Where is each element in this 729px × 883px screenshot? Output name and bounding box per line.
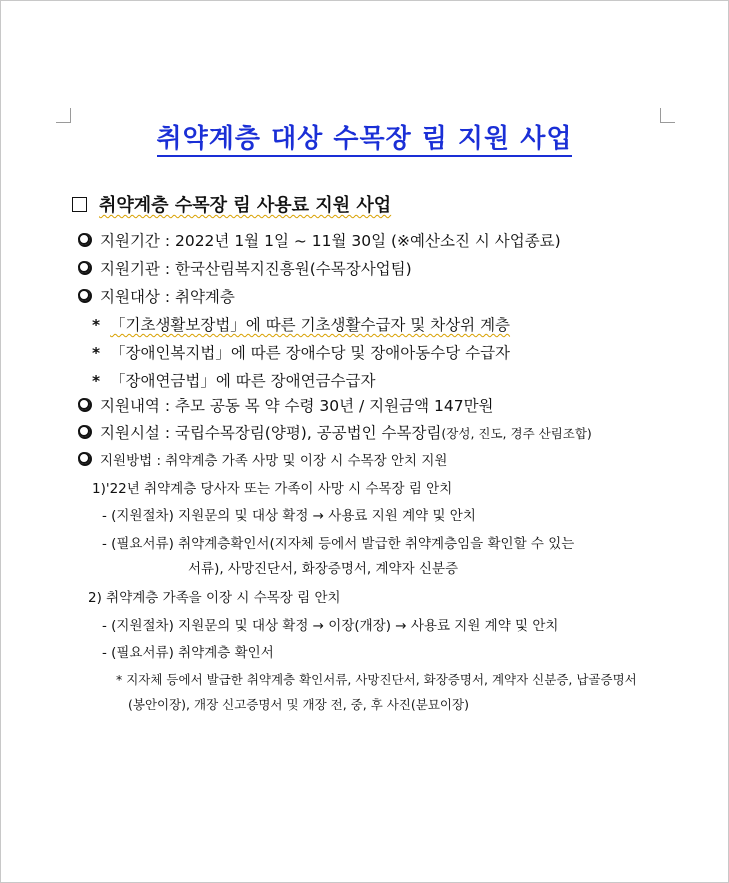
case-2-documents: - (필요서류) 취약계층 확인서 (102, 645, 274, 661)
checkbox-icon (72, 197, 87, 212)
case-1-procedure: - (지원절차) 지원문의 및 대상 확정 → 사용료 지원 계약 및 안치 (102, 508, 476, 524)
case-2-procedure: - (지원절차) 지원문의 및 대상 확정 → 이장(개장) → 사용료 지원 계약 및 안치 (102, 618, 559, 634)
item-method: 지원방법 : 취약계층 가족 사망 및 이장 시 수목장 안치 지원 (78, 451, 447, 471)
item-facility: 지원시설 : 국립수목장림(양평), 공공법인 수목장림(장성, 진도, 경주 산림조합) (78, 423, 592, 444)
bullet-icon (78, 289, 90, 301)
case-2: 2) 취약계층 가족을 이장 시 수목장 림 안치 (88, 590, 341, 606)
case-1: 1)'22년 취약계층 당사자 또는 가족이 사망 시 수목장 림 안치 (92, 481, 453, 497)
bullet-icon (78, 398, 90, 410)
target-sub-1: * 「기초생활보장법」에 따른 기초생활수급자 및 차상위 계층 (92, 316, 511, 334)
item-agency: 지원기관 : 한국산림복지진흥원(수목장사업팀) (78, 259, 412, 279)
bullet-icon (78, 452, 90, 464)
bullet-icon (78, 233, 90, 245)
case-2-note-cont: (봉안이장), 개장 신고증명서 및 개장 전, 중, 후 사진(분묘이장) (128, 697, 469, 712)
item-period: 지원기간 : 2022년 1월 1일 ~ 11월 30일 (※예산소진 시 사업종료) (78, 231, 561, 251)
target-sub-2: * 「장애인복지법」에 따른 장애수당 및 장애아동수당 수급자 (92, 344, 511, 362)
section-heading: 취약계층 수목장 림 사용료 지원 사업 (72, 196, 391, 216)
item-content: 지원내역 : 추모 공동 목 약 수령 30년 / 지원금액 147만원 (78, 396, 494, 416)
target-sub-3: * 「장애연금법」에 따른 장애연금수급자 (92, 372, 376, 390)
bullet-icon (78, 261, 90, 273)
case-1-documents: - (필요서류) 취약계층확인서(지자체 등에서 발급한 취약계층임을 확인할 수 있는 (102, 536, 575, 552)
bullet-icon (78, 425, 90, 437)
document-title: 취약계층 대상 수목장 림 지원 사업 (0, 118, 729, 155)
case-2-note: * 지자체 등에서 발급한 취약계층 확인서류, 사망진단서, 화장증명서, 계약자 신분증, 납골증명서 (116, 672, 637, 687)
case-1-documents-cont: 서류), 사망진단서, 화장증명서, 계약자 신분증 (188, 561, 459, 577)
item-target: 지원대상 : 취약계층 (78, 287, 235, 307)
